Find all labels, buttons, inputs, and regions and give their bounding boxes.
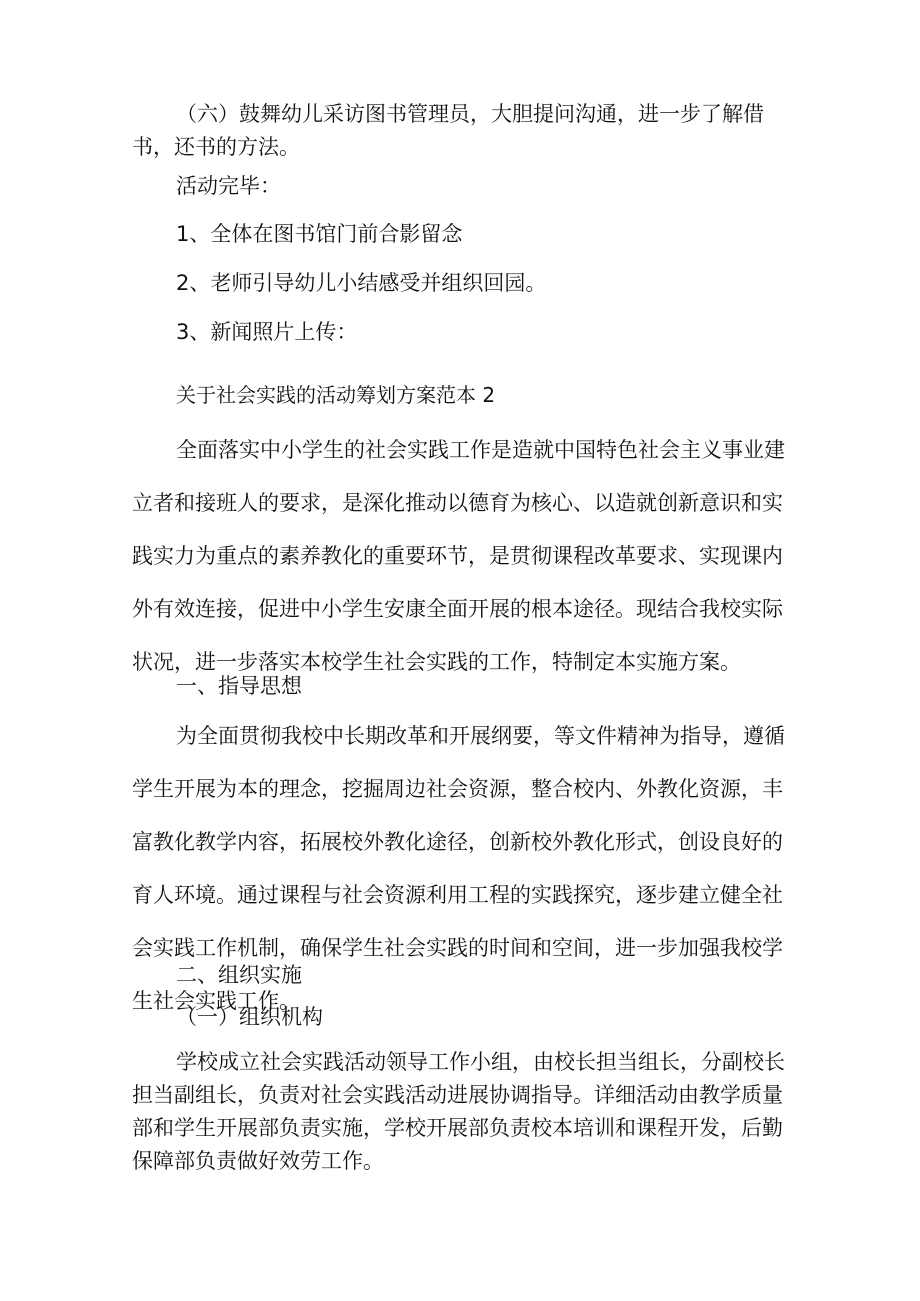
paragraph-activity-six: （六）鼓舞幼儿采访图书管理员，大胆提问沟通，进一步了解借书，还书的方法。	[132, 102, 764, 159]
paragraph-guiding-ideology: 为全面贯彻我校中长期改革和开展纲要，等文件精神为指导，遵循学生开展为本的理念，挖掘周边社会资源，整合校内、外教化资源，丰富教化教学内容，拓展校外教化途径，创新校外教化形式，创设良好的育人环境。通过课程与社会资源利用工程的实践探究，逐步建立健全社会实践工作机制，确保学生社会实践的时间和空间，进一步加强我校学生社会实践工作。	[132, 724, 785, 1013]
heading-organization-implementation: 二、组织实施	[176, 963, 302, 987]
list-item-teacher-summary: 2、老师引导幼儿小结感受并组织回园。	[176, 271, 547, 295]
heading-guiding-ideology: 一、指导思想	[176, 674, 302, 698]
paragraph-introduction: 全面落实中小学生的社会实践工作是造就中国特色社会主义事业建立者和接班人的要求，是深化推动以德育为核心、以造就创新意识和实践实力为重点的素养教化的重要环节，是贯彻课程改革要求、实现课内外有效连接，促进中小学生安康全面开展的根本途径。现结合我校实际状况，进一步落实本校学生社会实践的工作，特制定本实施方案。	[132, 438, 785, 674]
section-title-plan-two: 关于社会实践的活动筹划方案范本 2	[176, 383, 496, 407]
paragraph-organization-structure: 学校成立社会实践活动领导工作小组，由校长担当组长，分副校长担当副组长，负责对社会实践活动进展协调指导。详细活动由教学质量部和学生开展部负责实施，学校开展部负责校本培训和课程开发，后勤保障部负责做好效劳工作。	[132, 1050, 785, 1173]
list-item-group-photo: 1、全体在图书馆门前合影留念	[176, 222, 463, 246]
list-item-news-photo-upload: 3、新闻照片上传：	[176, 320, 358, 344]
paragraph-activity-end-heading: 活动完毕：	[176, 174, 281, 198]
subheading-organization-structure: （一）组织机构	[176, 1005, 323, 1029]
